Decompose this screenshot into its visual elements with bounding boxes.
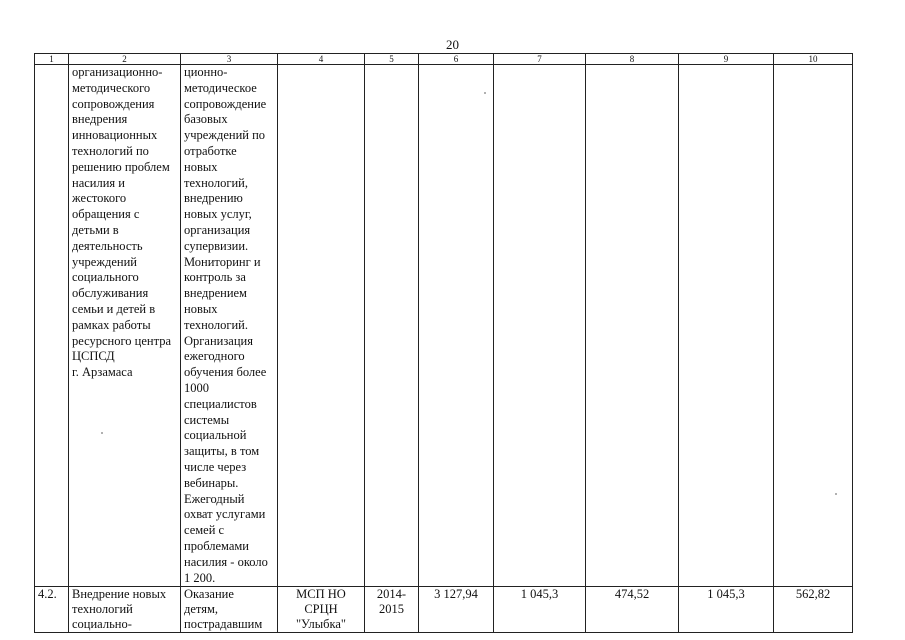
cell-period	[365, 65, 419, 587]
column-number: 2	[69, 54, 181, 65]
cell-amount: 1 045,3	[494, 587, 586, 633]
column-number: 9	[679, 54, 774, 65]
cell-amount	[679, 65, 774, 587]
cell-executor: МСП НО СРЦН "Улыбка"	[278, 587, 365, 633]
cell-executor	[278, 65, 365, 587]
column-number: 3	[181, 54, 278, 65]
column-number: 4	[278, 54, 365, 65]
table-row-4-2	[35, 587, 853, 633]
cell-description: ционно- методическое сопровождение базовых учреждений по отработке новых технологий, внедрению новых услуг, организация супервизии. Мониторинг и контроль за внедрением новых технологий. Организация ежегодного обучения более 1000 специалистов системы социальной защиты, в том числе через вебинары. Ежегодный охват услугами семей с проблемами насилия - около 1 200.	[181, 65, 278, 587]
cell-number	[35, 65, 69, 587]
cell-event-name: организационно- методического сопровождения внедрения инновационных технологий по решению проблем насилия и жестокого обращения с детьми в деятельность учреждений социального обслуживания семьи и детей в рамках работы ресурсного центра ЦСПСД г. Арзамаса	[69, 65, 181, 587]
scan-speck	[101, 432, 103, 434]
scan-speck	[835, 493, 837, 495]
cell-event-name: Внедрение новых технологий социально-	[69, 587, 181, 633]
cell-amount	[774, 65, 853, 587]
column-number: 6	[419, 54, 494, 65]
cell-number: 4.2.	[35, 587, 69, 633]
column-number: 1	[35, 54, 69, 65]
cell-amount: 474,52	[586, 587, 679, 633]
column-number: 5	[365, 54, 419, 65]
cell-amount: 1 045,3	[679, 587, 774, 633]
program-table	[34, 53, 853, 633]
table-row-continued	[35, 65, 853, 587]
cell-description: Оказание детям, пострадавшим	[181, 587, 278, 633]
cell-amount: 562,82	[774, 587, 853, 633]
column-number: 8	[586, 54, 679, 65]
column-number: 10	[774, 54, 853, 65]
scan-speck	[484, 92, 486, 94]
cell-period: 2014- 2015	[365, 587, 419, 633]
cell-amount	[586, 65, 679, 587]
column-number-row	[35, 54, 853, 65]
cell-amount	[494, 65, 586, 587]
cell-total	[419, 65, 494, 587]
column-number: 7	[494, 54, 586, 65]
cell-total: 3 127,94	[419, 587, 494, 633]
page-number: 20	[446, 37, 459, 52]
